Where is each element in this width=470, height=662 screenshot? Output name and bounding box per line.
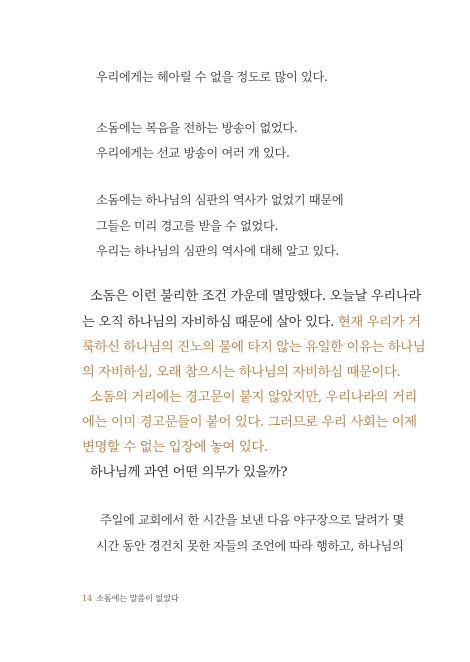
highlighted-text: 현재 우리가 거: [337, 315, 421, 330]
quote-line: 우리에게는 선교 방송이 여러 개 있다.: [96, 146, 290, 160]
highlighted-line: 룩하신 하나님의 진노의 불에 타지 않는 유일한 이유는 하나님: [82, 340, 426, 355]
quote-line: 소돔에는 하나님의 심판의 역사가 없었기 때문에: [96, 193, 344, 207]
quote-line: 소돔에는 복음을 전하는 방송이 없었다.: [96, 121, 298, 135]
quote-line: 시간 동안 경건치 못한 자들의 조언에 따라 행하고, 하나님의: [96, 539, 404, 553]
paragraph-line: [82, 316, 421, 329]
question-line: 하나님께 과연 어떤 의무가 있을까?: [90, 465, 288, 480]
paragraph-line: 에는 이미 경고문들이 붙어 있다. 그러므로 우리 사회는 이제: [82, 415, 417, 430]
highlighted-line: 의 자비하심, 오래 참으시는 하나님의 자비하심 때문이다.: [82, 365, 401, 380]
quote-line: 우리에게는 헤아릴 수 없을 정도로 많이 있다.: [96, 70, 328, 84]
paragraph-text: 는 오직 하나님의 자비하심 때문에 살아 있다.: [82, 315, 338, 330]
page-number: 14: [82, 594, 93, 603]
paragraph-line: 소돔은 이런 불리한 조건 가운데 멸망했다. 오늘날 우리나라: [90, 289, 421, 304]
running-title: 소돔에는 말씀이 없었다: [96, 594, 179, 603]
quote-line: 주일에 교회에서 한 시간을 보낸 다음 야구장으로 달려가 몇: [100, 513, 404, 527]
page-footer: [82, 593, 179, 604]
quote-line: 그들은 미리 경고를 받을 수 없었다.: [96, 219, 279, 233]
paragraph-line: 소돔의 거리에는 경고문이 붙지 않았지만, 우리나라의 거리: [90, 390, 418, 405]
paragraph-line: 변명할 수 없는 입장에 놓여 있다.: [82, 440, 268, 455]
quote-line: 우리는 하나님의 심판의 역사에 대해 알고 있다.: [96, 244, 340, 258]
